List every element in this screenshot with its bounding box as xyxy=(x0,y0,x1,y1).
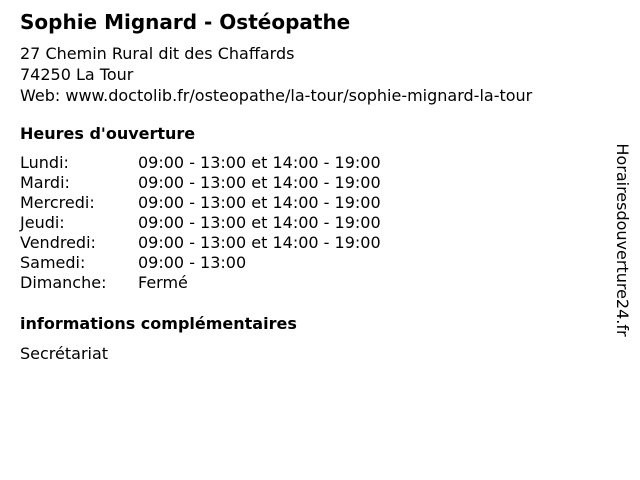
time-value: 09:00 - 13:00 et 14:00 - 19:00 xyxy=(138,233,381,252)
hours-row-tuesday xyxy=(20,173,440,193)
time-value: 09:00 - 13:00 et 14:00 - 19:00 xyxy=(138,213,381,232)
day-label: Mercredi: xyxy=(20,193,95,212)
opening-hours-table xyxy=(20,153,440,293)
address-street: 27 Chemin Rural dit des Chaffards xyxy=(20,44,295,63)
website-line: Web: www.doctolib.fr/osteopathe/la-tour/sophie-mignard-la-tour xyxy=(20,86,533,105)
business-name: Sophie Mignard - Ostéopathe xyxy=(20,10,351,34)
hours-row-friday xyxy=(20,233,440,253)
hours-row-monday xyxy=(20,153,440,173)
day-label: Dimanche: xyxy=(20,273,107,292)
day-label: Vendredi: xyxy=(20,233,96,252)
hours-row-thursday xyxy=(20,213,440,233)
day-label: Mardi: xyxy=(20,173,70,192)
time-value: 09:00 - 13:00 et 14:00 - 19:00 xyxy=(138,173,381,192)
time-value: 09:00 - 13:00 et 14:00 - 19:00 xyxy=(138,153,381,172)
hours-row-sunday xyxy=(20,273,440,293)
opening-hours-heading: Heures d'ouverture xyxy=(20,124,196,143)
additional-info-text: Secrétariat xyxy=(20,344,109,363)
hours-row-saturday xyxy=(20,253,440,273)
time-value: 09:00 - 13:00 et 14:00 - 19:00 xyxy=(138,193,381,212)
time-value: 09:00 - 13:00 xyxy=(138,253,247,272)
time-value: Fermé xyxy=(138,273,188,292)
address-city: 74250 La Tour xyxy=(20,65,134,84)
hours-row-wednesday xyxy=(20,193,440,213)
day-label: Samedi: xyxy=(20,253,86,272)
site-watermark: Horairesdouverture24.fr xyxy=(613,143,632,337)
address-block xyxy=(20,43,532,106)
day-label: Jeudi: xyxy=(20,213,65,232)
day-label: Lundi: xyxy=(20,153,69,172)
additional-info-heading: informations complémentaires xyxy=(20,314,297,333)
